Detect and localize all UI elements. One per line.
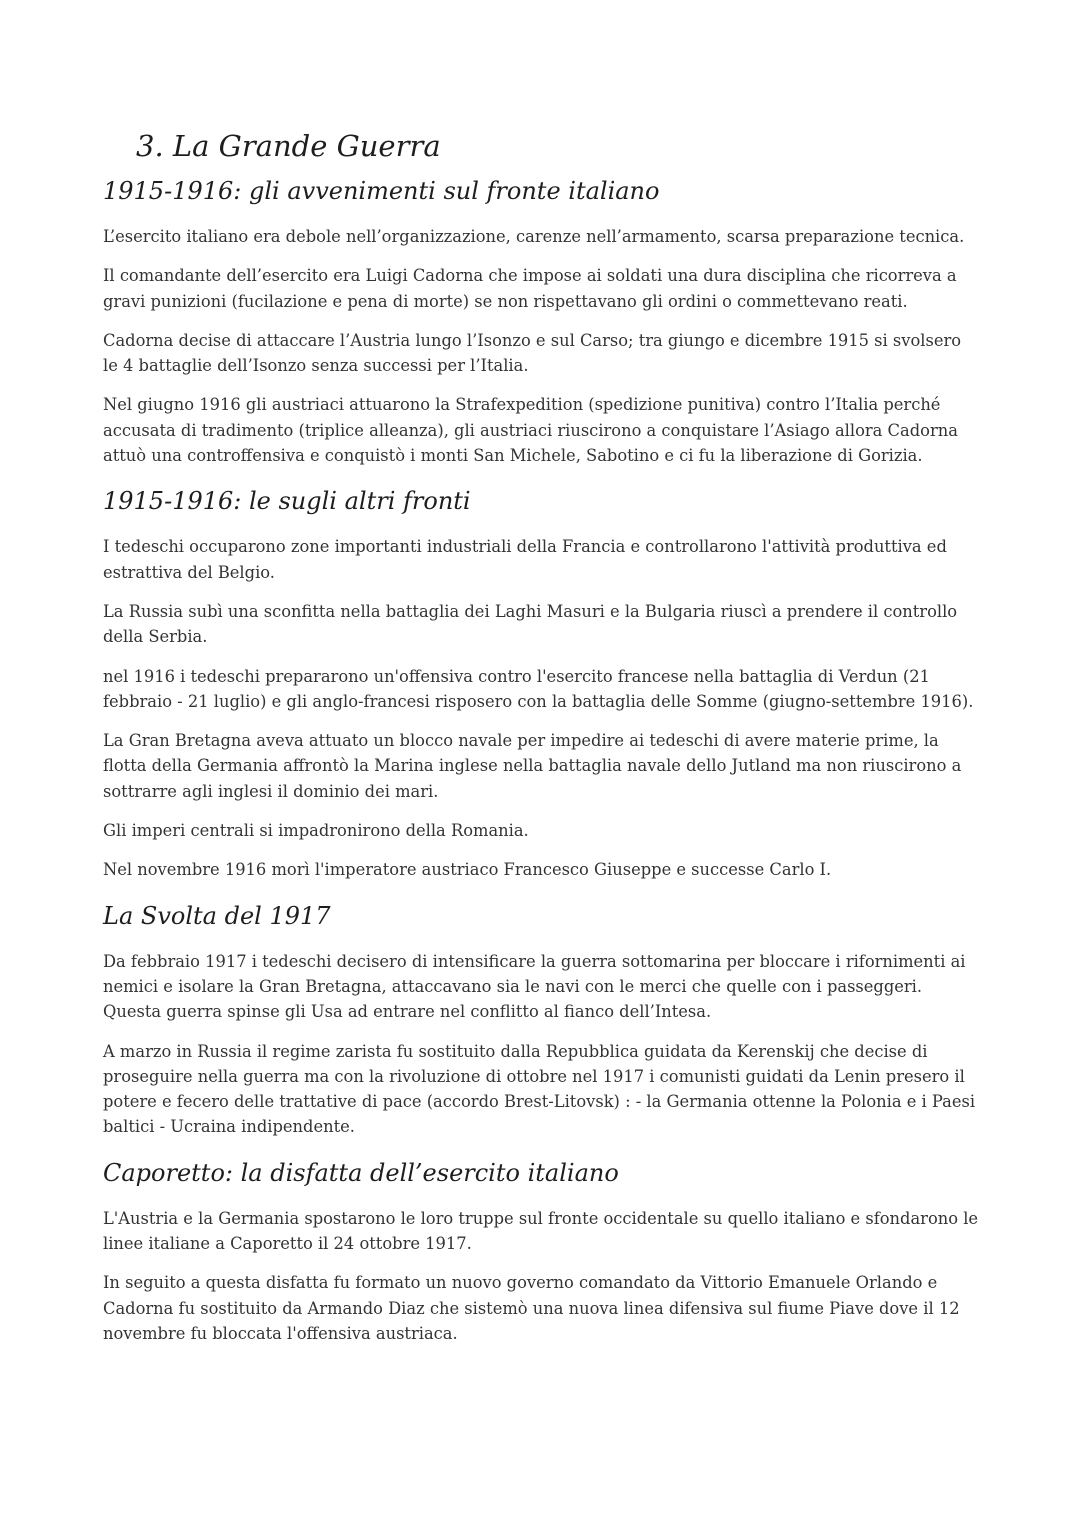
paragraph: A marzo in Russia il regime zarista fu sostituito dalla Repubblica guidata da Kerenskij che decise di proseguire nella guerra ma con la rivoluzione di ottobre nel 1917 i comunisti guidati da Lenin presero il potere e fecero delle trattative di pace (accordo Brest-Litovsk) : - la Germania ottenne la Polonia e i Paesi baltici - Ucraina indipendente. [103,1041,976,1137]
section-other-fronts [103,482,980,882]
section-caporetto [103,1154,980,1346]
section-italian-front [103,172,980,468]
paragraph: nel 1916 i tedeschi prepararono un'offensiva contro l'esercito francese nella battaglia di Verdun (21 febbraio - 21 luglio) e gli anglo-francesi risposero con la battaglia delle Somme (giugno-settembre 1916). [103,666,974,711]
paragraph: Il comandante dell’esercito era Luigi Cadorna che impose ai soldati una dura disciplina che ricorreva a gravi punizioni (fucilazione e pena di morte) se non rispettavano gli ordini o commettevano reati. [103,266,957,311]
paragraph: I tedeschi occuparono zone importanti industriali della Francia e controllarono l'attività produttiva ed estrattiva del Belgio. [103,537,947,582]
section-title: Caporetto: la disfatta dell’esercito italiano [103,1158,619,1187]
section-title: 1915-1916: gli avvenimenti sul fronte italiano [103,177,660,205]
section-title: 1915-1916: le sugli altri fronti [103,487,471,516]
paragraph: Gli imperi centrali si impadronirono della Romania. [103,821,529,841]
paragraph: Nel giugno 1916 gli austriaci attuarono la Strafexpedition (spedizione punitiva) contro l’Italia perché accusata di tradimento (triplice alleanza), gli austriaci riuscirono a conquistare l’Asiago allora Cadorna attuò una controffensiva e conquistò i monti San Michele, Sabotino e ci fu la liberazione di Gorizia. [103,395,958,466]
section-turning-point-1917 [103,897,980,1140]
paragraph: Nel novembre 1916 morì l'imperatore austriaco Francesco Giuseppe e successe Carlo I. [103,860,832,880]
paragraph: L’esercito italiano era debole nell’organizzazione, carenze nell’armamento, scarsa preparazione tecnica. [103,227,965,246]
paragraph: Cadorna decise di attaccare l’Austria lungo l’Isonzo e sul Carso; tra giungo e dicembre 1915 si svolsero le 4 battaglie dell’Isonzo senza successi per l’Italia. [103,330,962,376]
section-title: La Svolta del 1917 [103,901,331,930]
paragraph: La Russia subì una sconfitta nella battaglia dei Laghi Masuri e la Bulgaria riuscì a prendere il controllo della Serbia. [103,601,958,647]
chapter-title: 3. La Grande Guerra [136,129,441,163]
paragraph: La Gran Bretagna aveva attuato un blocco navale per impedire ai tedeschi di avere materie prime, la flotta della Germania affrontò la Marina inglese nella battaglia navale dello Jutland ma non riuscirono a sottrarre agli inglesi il dominio dei mari. [103,731,962,801]
paragraph: L'Austria e la Germania spostarono le loro truppe sul fronte occidentale su quello italiano e sfondarono le linee italiane a Caporetto il 24 ottobre 1917. [103,1208,979,1254]
paragraph: In seguito a questa disfatta fu formato un nuovo governo comandato da Vittorio Emanuele Orlando e Cadorna fu sostituito da Armando Diaz che sistemò una nuova linea difensiva sul fiume Piave dove il 12 novembre fu bloccata l'offensiva austriaca. [103,1273,960,1343]
paragraph: Da febbraio 1917 i tedeschi decisero di intensificare la guerra sottomarina per bloccare i rifornimenti ai nemici e isolare la Gran Bretagna, attaccavano sia le navi con le merci che quelle con i passeggeri. Questa guerra spinse gli Usa ad entrare nel conflitto al fianco dell’Intesa. [103,951,966,1022]
